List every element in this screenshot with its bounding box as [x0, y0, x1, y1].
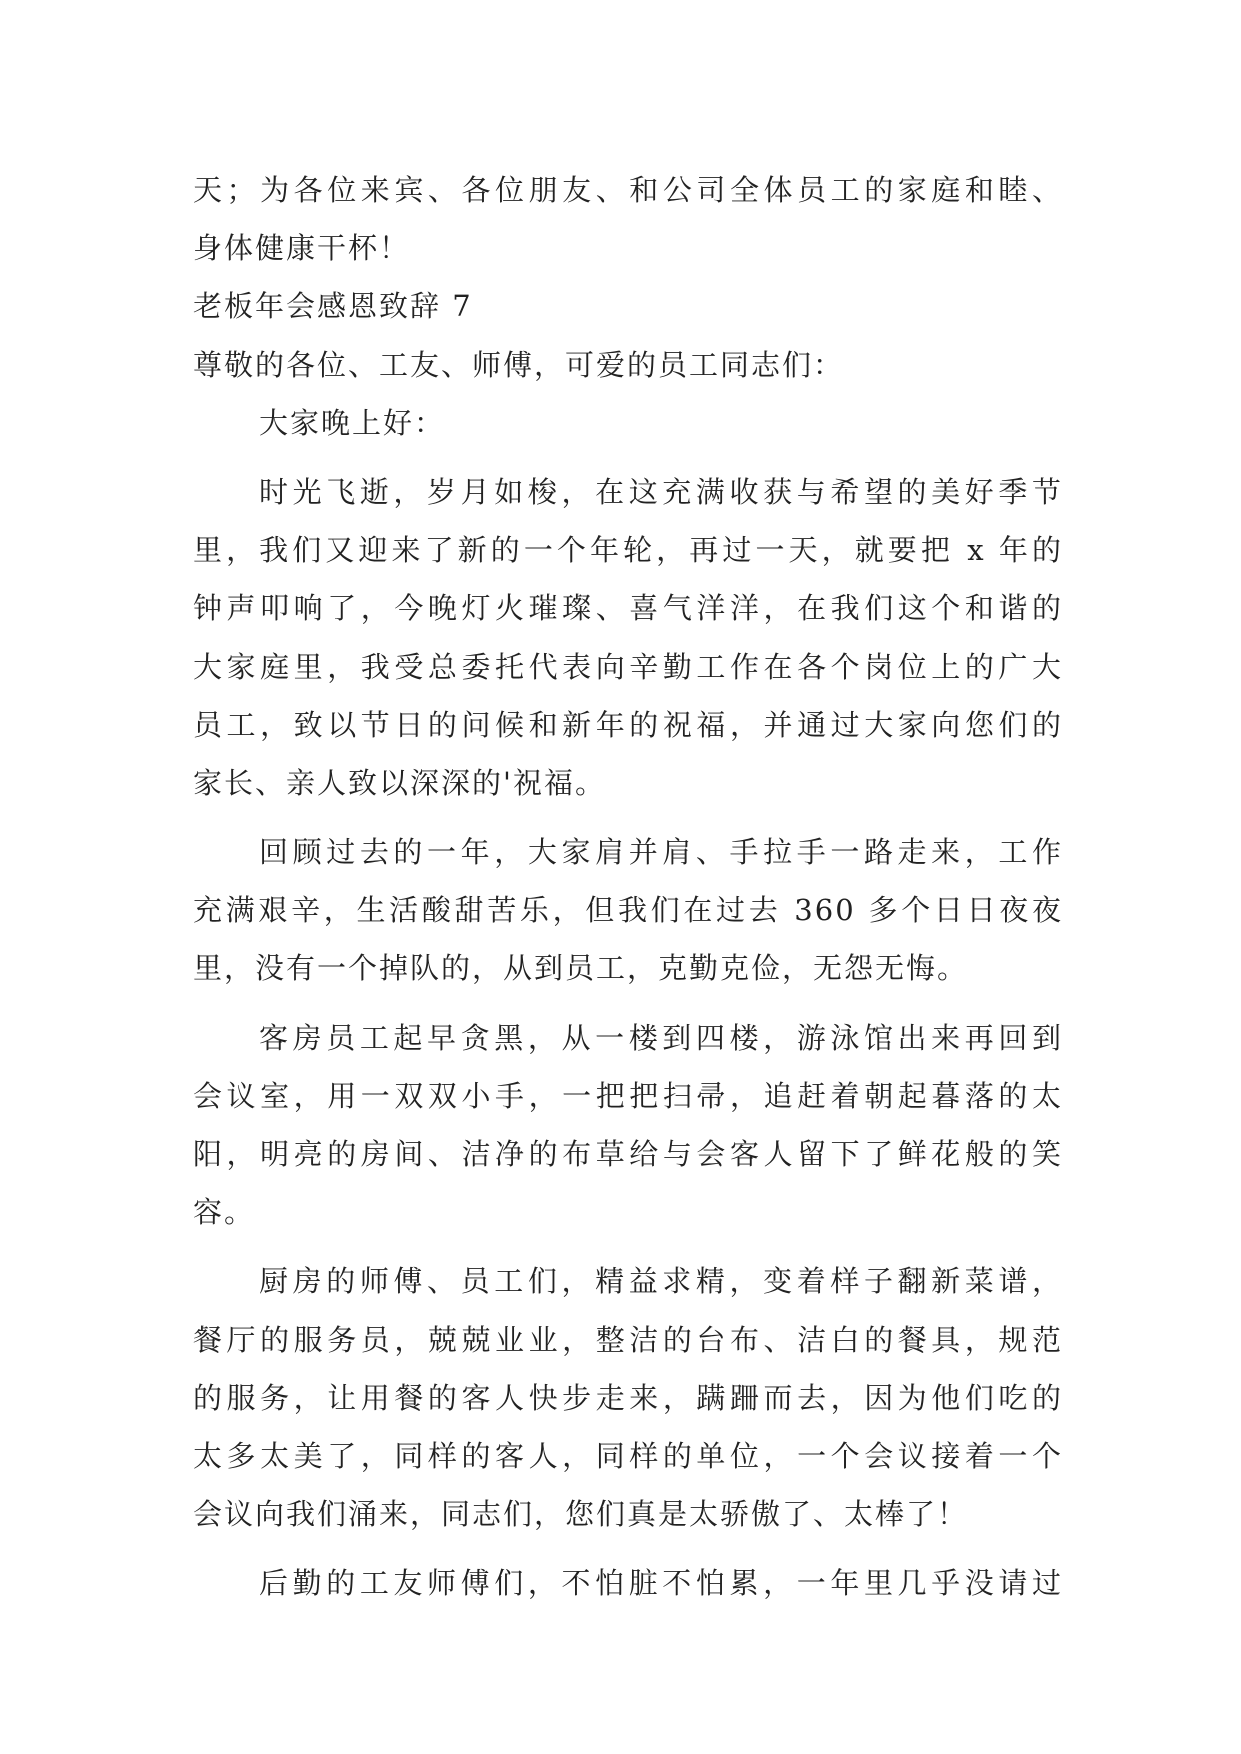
- salutation: 尊敬的各位、工友、师傅，可爱的员工同志们：: [193, 347, 845, 382]
- text-line: 里，没有一个掉队的，从到员工，克勤克俭，无怨无悔。: [193, 951, 969, 986]
- text-line: 员工，致以节日的问候和新年的祝福，并通过大家向您们的: [193, 707, 1063, 742]
- text-line: 太多太美了，同样的客人，同样的单位，一个会议接着一个: [193, 1438, 1063, 1473]
- text-line: 客房员工起早贪黑，从一楼到四楼，游泳馆出来再回到: [259, 1020, 1063, 1055]
- text-line: 大家庭里，我受总委托代表向辛勤工作在各个岗位上的广大: [193, 649, 1063, 684]
- text-line: 充满艰辛，生活酸甜苦乐，但我们在过去 360 多个日日夜夜: [193, 893, 1063, 928]
- text-line: 家长、亲人致以深深的'祝福。: [193, 765, 606, 800]
- section-heading: 老板年会感恩致辞 7: [193, 289, 473, 324]
- text-line: 的服务，让用餐的客人快步走来，蹒跚而去，因为他们吃的: [193, 1380, 1063, 1415]
- text-line: 里，我们又迎来了新的一个年轮，再过一天，就要把 x 年的: [193, 533, 1063, 568]
- text-line: 身体健康干杯！: [193, 231, 411, 266]
- text-line: 会议向我们涌来，同志们，您们真是太骄傲了、太棒了！: [193, 1497, 969, 1532]
- text-line: 容。: [193, 1195, 256, 1230]
- text-line: 天；为各位来宾、各位朋友、和公司全体员工的家庭和睦、: [193, 173, 1063, 207]
- text-line: 钟声叩响了，今晚灯火璀璨、喜气洋洋，在我们这个和谐的: [193, 591, 1063, 626]
- text-line: 后勤的工友师傅们，不怕脏不怕累，一年里几乎没请过: [259, 1566, 1063, 1601]
- text-line: 阳，明亮的房间、洁净的布草给与会客人留下了鲜花般的笑: [193, 1137, 1063, 1171]
- text-line: 时光飞逝，岁月如梭，在这充满收获与希望的美好季节: [259, 474, 1063, 509]
- greeting: 大家晚上好：: [259, 405, 446, 440]
- text-line: 回顾过去的一年，大家肩并肩、手拉手一路走来，工作: [259, 835, 1063, 870]
- text-line: 厨房的师傅、员工们，精益求精，变着样子翻新菜谱，: [259, 1264, 1063, 1299]
- text-line: 餐厅的服务员，兢兢业业，整洁的台布、洁白的餐具，规范: [193, 1322, 1063, 1357]
- text-line: 会议室，用一双双小手，一把把扫帚，追赶着朝起暮落的太: [193, 1078, 1063, 1113]
- document-body: [193, 161, 1063, 1613]
